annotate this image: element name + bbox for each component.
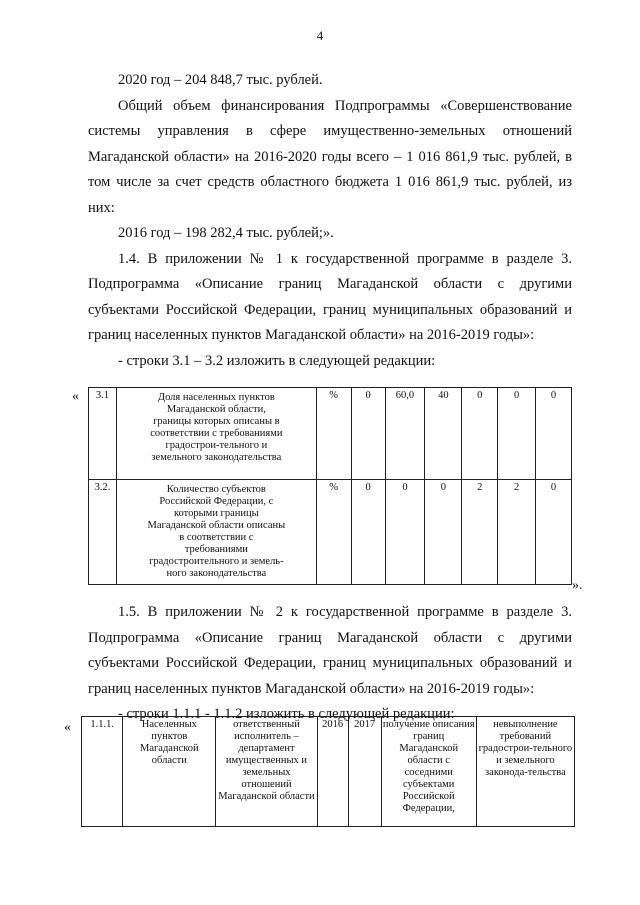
- value-cell: 0: [425, 480, 462, 585]
- unit-cell: %: [316, 480, 351, 585]
- paragraph-1-5: 1.5. В приложении № 2 к государственной программе в разделе 3. Подпрограмма «Описание границ Магаданской области с другими субъектами Российской Федерации, границ муниципальных образований и границ населенных пунктов Магаданской области» на 2016-2019 годы»:: [88, 604, 572, 697]
- open-quote-table2: «: [64, 720, 71, 735]
- value-cell: 2: [462, 480, 498, 585]
- value-cell: 0: [351, 480, 385, 585]
- table-row: [82, 717, 575, 827]
- paragraph-rows-1-1-1: - строки 1.1.1 - 1.1.2 изложить в следующей редакции:: [118, 706, 455, 722]
- value-cell: 0: [498, 388, 536, 480]
- value-cell: 40: [425, 388, 462, 480]
- row-number: 1.1.1.: [82, 717, 123, 827]
- indicator-name: Количество субъектов Российской Федерации, с которыми границы Магаданской области описаны в соответствии с требованиями градостроительного и земель-ного законодательства: [116, 480, 316, 585]
- row-number: 3.1: [89, 388, 117, 480]
- text-top: [88, 68, 572, 374]
- page-number: 4: [316, 28, 324, 43]
- expected-result-cell: получение описания границ Магаданской области с соседними субъектами Российской Федерации,: [381, 717, 476, 827]
- paragraph-1-4: 1.4. В приложении № 1 к государственной программе в разделе 3. Подпрограмма «Описание границ Магаданской области с другими субъектами Российской Федерации, границ муниципальных образований и границ населенных пунктов Магаданской области» на 2016-2019 годы»:: [88, 250, 572, 343]
- start-year-cell: 2016: [317, 717, 348, 827]
- close-quote-table1: ».: [572, 578, 583, 593]
- value-cell: 0: [536, 388, 572, 480]
- value-cell: 0: [462, 388, 498, 480]
- indicators-table: [88, 387, 572, 585]
- paragraph-2020-amount: 2020 год – 204 848,7 тыс. рублей.: [118, 72, 323, 88]
- table-row: [89, 480, 572, 585]
- value-cell: 60,0: [385, 388, 425, 480]
- value-cell: 0: [536, 480, 572, 585]
- paragraph-2016-amount: 2016 год – 198 282,4 тыс. рублей;».: [118, 225, 334, 241]
- activities-table: [81, 716, 575, 827]
- end-year-cell: 2017: [348, 717, 381, 827]
- open-quote-table1: «: [72, 389, 79, 404]
- consequence-cell: невыполнение требований градострои-тельного и земельного законода-тельства: [476, 717, 574, 827]
- row-number: 3.2.: [89, 480, 117, 585]
- value-cell: 0: [385, 480, 425, 585]
- paragraph-rows-3-1-3-2: - строки 3.1 – 3.2 изложить в следующей редакции:: [118, 352, 436, 369]
- text-mid: [88, 600, 572, 728]
- value-cell: 0: [351, 388, 385, 480]
- paragraph-financing-total: Общий объем финансирования Подпрограммы «Совершенствование системы управления в сфере имущественно-земельных отношений Магаданской области» на 2016-2020 годы всего – 1 016 861,9 тыс. рублей, в том числе за счет средств областного бюджета 1 016 861,9 тыс. рублей, из них:: [88, 97, 572, 216]
- value-cell: 2: [498, 480, 536, 585]
- indicator-name: Доля населенных пунктов Магаданской области, границы которых описаны в соответствии с требованиями градострои-тельного и земельного законодательства: [116, 388, 316, 480]
- unit-cell: %: [316, 388, 351, 480]
- executor-cell: ответственный исполнитель – департамент имущественных и земельных отношений Магаданской области: [216, 717, 317, 827]
- activity-name: Населенных пунктов Магаданской области: [123, 717, 216, 827]
- table-row: [89, 388, 572, 480]
